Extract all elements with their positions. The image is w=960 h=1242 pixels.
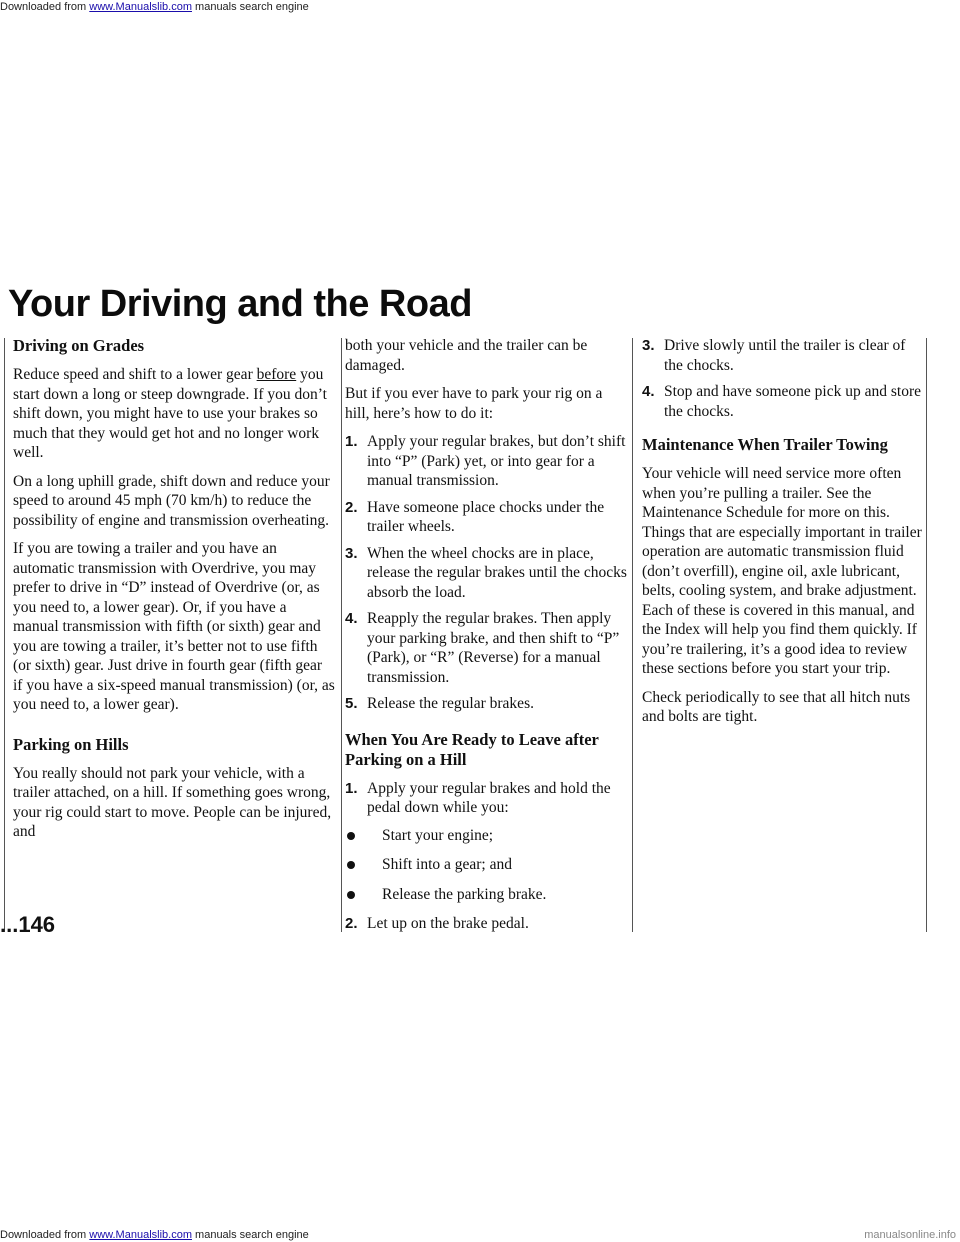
list-item: 2. Have someone place chocks under the trailer wheels. bbox=[345, 498, 605, 535]
bullet-icon bbox=[347, 832, 355, 840]
list-item: 1. Apply your regular brakes, but don’t shift into “P” (Park) yet, or into gear for a manual transmission. bbox=[345, 433, 626, 489]
bullet-icon bbox=[347, 891, 355, 899]
list-item: Shift into a gear; and bbox=[345, 855, 630, 875]
hills-paragraph-2: But if you ever have to park your rig on a hill, here’s how to do it: bbox=[345, 385, 603, 422]
banner-prefix: Downloaded from bbox=[0, 1, 90, 13]
heading-ready-to-leave: When You Are Ready to Leave after Parking on a Hill bbox=[345, 729, 599, 769]
list-item: Release the parking brake. bbox=[345, 885, 630, 905]
column-rule-left bbox=[4, 338, 5, 932]
grades-paragraph-2: On a long uphill grade, shift down and reduce your speed to around 45 mph (70 km/h) to reduce the possibility of engine and transmission overheating. bbox=[13, 472, 330, 529]
manualslib-link[interactable]: www.Manualslib.com bbox=[89, 1, 192, 13]
banner-suffix: manuals search engine bbox=[191, 1, 309, 13]
column-2 bbox=[345, 336, 630, 942]
hills-paragraph-continued: both your vehicle and the trailer can be damaged. bbox=[345, 337, 588, 374]
column-1 bbox=[13, 336, 335, 851]
hills-paragraph-1: You really should not park your vehicle, with a trailer attached, on a hill. If something goes wrong, your rig could start to move. People can be injured, and bbox=[13, 764, 332, 840]
parking-steps bbox=[345, 432, 630, 714]
leave-steps bbox=[345, 779, 630, 934]
download-footer bbox=[0, 1228, 960, 1242]
list-item: 1. Apply your regular brakes and hold the pedal down while you: Start your engine; Shift into a gear; and Release the parking brake. bbox=[345, 779, 630, 905]
list-item: 4. Stop and have someone pick up and store the chocks. bbox=[642, 383, 921, 420]
column-rule-right bbox=[632, 338, 633, 932]
heading-maintenance: Maintenance When Trailer Towing bbox=[642, 435, 888, 454]
footer-suffix: manuals search engine bbox=[191, 1229, 309, 1241]
footer-prefix: Downloaded from bbox=[0, 1229, 90, 1241]
column-3 bbox=[642, 336, 924, 736]
download-banner bbox=[0, 0, 960, 14]
manualslib-link[interactable]: www.Manualslib.com bbox=[89, 1229, 192, 1241]
column-rule-mid bbox=[341, 338, 342, 932]
page-title: Your Driving and the Road bbox=[8, 283, 472, 325]
bullet-icon bbox=[347, 861, 355, 869]
maintenance-paragraph-1: Your vehicle will need service more often when you’re pulling a trailer. See the Maintenance Schedule for more on this. Things that are especially important in trailer operation are automatic transmission fluid (don’t overfill), engine oil, axle lubricant, belts, cooling system, and brake adjustment. Each of these is covered in this manual, and the Index will help you find them quickly. If you’re trailering, it’s a good idea to review these sections before you start your trip. bbox=[642, 465, 922, 677]
heading-driving-on-grades: Driving on Grades bbox=[13, 336, 145, 355]
list-item: 5. Release the regular brakes. bbox=[345, 695, 534, 712]
maintenance-paragraph-2: Check periodically to see that all hitch nuts and bolts are tight. bbox=[642, 688, 911, 725]
list-item: 4. Reapply the regular brakes. Then apply your parking brake, and then shift to “P” (Park), or “R” (Reverse) for a manual transmission. bbox=[345, 610, 620, 686]
footer-watermark: manualsonline.info bbox=[864, 1229, 956, 1241]
chock-steps bbox=[642, 336, 924, 421]
leave-bullets bbox=[345, 826, 630, 905]
grades-paragraph-3: If you are towing a trailer and you have an automatic transmission with Overdrive, you may prefer to drive in “D” instead of Overdrive (or, as you need to, a lower gear). Or, if you have a manual transmission with fifth (or sixth) gear and you are towing a trailer, it’s better not to use fifth (or sixth) gear. Just drive in fourth gear (fifth gear if you have a six-speed manual transmission) (or, as you need to, a lower gear). bbox=[13, 540, 335, 713]
heading-parking-on-hills: Parking on Hills bbox=[13, 734, 129, 754]
column-rule-edge bbox=[926, 338, 927, 932]
list-item: Start your engine; bbox=[345, 826, 630, 846]
page-number: ...146 bbox=[0, 912, 56, 937]
list-item: 3. Drive slowly until the trailer is clear of the chocks. bbox=[642, 337, 906, 374]
underlined-before: before bbox=[256, 366, 297, 383]
grades-paragraph-1: Reduce speed and shift to a lower gear before you start down a long or steep downgrade. If you don’t shift down, you might have to use your brakes so much that they would get hot and no longer work well. bbox=[13, 366, 327, 461]
list-item: 3. When the wheel chocks are in place, release the regular brakes until the chocks absorb the load. bbox=[345, 544, 627, 601]
list-item: 2. Let up on the brake pedal. bbox=[345, 915, 529, 932]
